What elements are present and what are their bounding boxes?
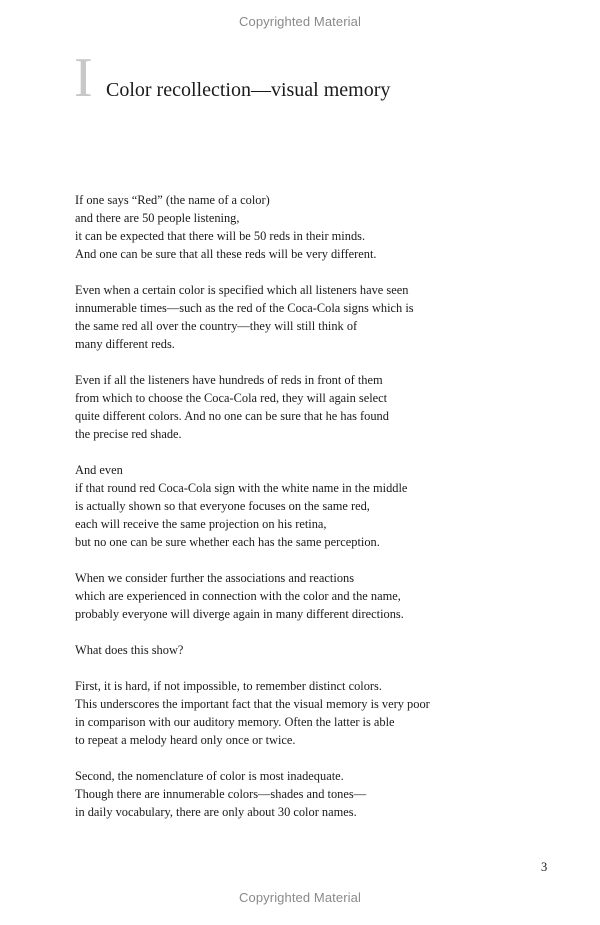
text-line: the precise red shade. — [75, 427, 182, 441]
text-line: it can be expected that there will be 50 reds in their minds. — [75, 229, 366, 243]
text-line: First, it is hard, if not impossible, to remember distinct colors. — [75, 679, 382, 693]
copyright-watermark-top: Copyrighted Material — [239, 14, 361, 29]
text-line: What does this show? — [75, 643, 184, 657]
text-line: from which to choose the Coca-Cola red, they will again select — [75, 391, 388, 405]
copyright-watermark-bottom: Copyrighted Material — [239, 890, 361, 905]
text-line: each will receive the same projection on his retina, — [75, 517, 327, 531]
text-line: the same red all over the country—they will still think of — [75, 319, 358, 333]
text-line: When we consider further the associations and reactions — [75, 571, 355, 585]
paragraph-3 — [75, 371, 535, 443]
text-line: to repeat a melody heard only once or twice. — [75, 733, 296, 747]
text-line: Even when a certain color is specified which all listeners have seen — [75, 283, 409, 297]
chapter-numeral: I — [74, 47, 93, 109]
text-line: quite different colors. And no one can be sure that he has found — [75, 409, 389, 423]
text-line: Even if all the listeners have hundreds of reds in front of them — [75, 373, 383, 387]
text-line: is actually shown so that everyone focuses on the same red, — [75, 499, 370, 513]
body-text — [75, 191, 535, 839]
text-line: innumerable times—such as the red of the Coca-Cola signs which is — [75, 301, 414, 315]
text-line: in daily vocabulary, there are only about 30 color names. — [75, 805, 357, 819]
paragraph-4 — [75, 461, 535, 551]
page-number: 3 — [541, 860, 548, 874]
text-line: And even — [75, 463, 123, 477]
text-line: many different reds. — [75, 337, 175, 351]
text-line: This underscores the important fact that the visual memory is very poor — [75, 697, 430, 711]
paragraph-2 — [75, 281, 535, 353]
text-line: but no one can be sure whether each has the same perception. — [75, 535, 380, 549]
paragraph-1 — [75, 191, 535, 263]
chapter-title: Color recollection—visual memory — [106, 79, 391, 101]
text-line: if that round red Coca-Cola sign with the white name in the middle — [75, 481, 408, 495]
paragraph-6 — [75, 641, 535, 659]
paragraph-7 — [75, 677, 535, 749]
text-line: And one can be sure that all these reds will be very different. — [75, 247, 377, 261]
text-line: Second, the nomenclature of color is most inadequate. — [75, 769, 344, 783]
text-line: probably everyone will diverge again in many different directions. — [75, 607, 404, 621]
paragraph-8 — [75, 767, 535, 821]
text-line: and there are 50 people listening, — [75, 211, 240, 225]
text-line: If one says “Red” (the name of a color) — [75, 193, 270, 207]
text-line: Though there are innumerable colors—shades and tones— — [75, 787, 367, 801]
text-line: in comparison with our auditory memory. Often the latter is able — [75, 715, 395, 729]
text-line: which are experienced in connection with the color and the name, — [75, 589, 401, 603]
paragraph-5 — [75, 569, 535, 623]
